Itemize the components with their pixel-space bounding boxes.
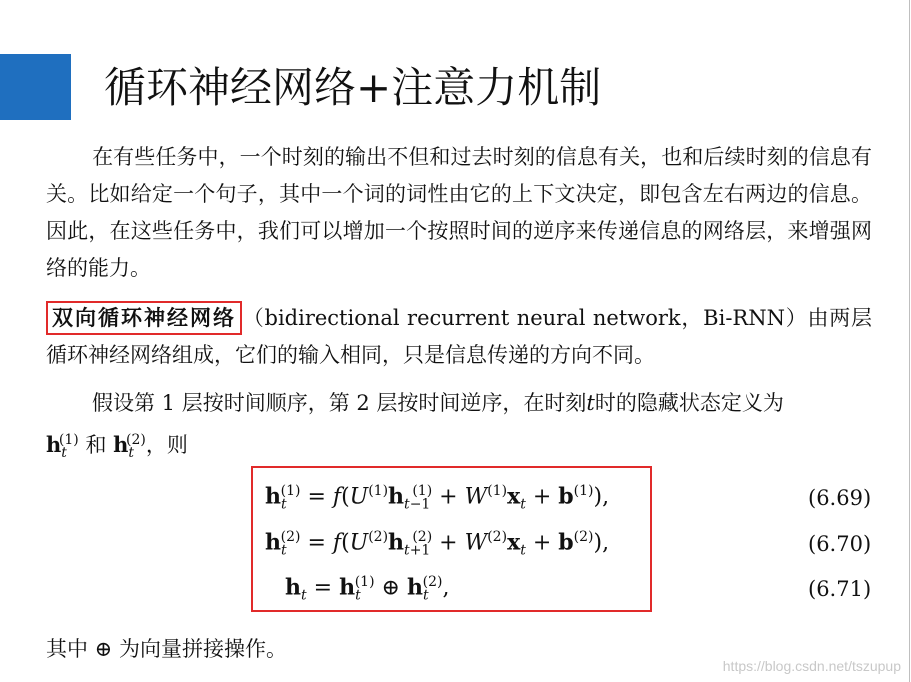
equation-number-6-70: (6.70) — [808, 532, 872, 556]
paragraph-birnn-text: （bidirectional recurrent neural network，Bi-RNN）由两层循环神经网络组成，它们的输入相同，只是信息传递的方向不同。 — [46, 306, 872, 367]
paragraph-intro-text: 在有些任务中，一个时刻的输出不但和过去时刻的信息有关，也和后续时刻的信息有关。比如给定一个句子，其中一个词的词性由它的上下文决定，即包含左右两边的信息。因此，在这些任务中，我们可以增加一个按照时间的逆序来传递信息的网络层，来增强网络的能力。 — [46, 145, 872, 280]
paragraph-birnn — [46, 300, 872, 374]
equation-forward: $h_t^{(1)} = f(U^{(1)}h_{t-1}^{(1)} + W^{(1)}x_t + b^{(1)})$, — [265, 483, 610, 513]
watermark: https://blog.csdn.net/tszupup — [722, 658, 901, 674]
equation-number-6-69: (6.69) — [808, 486, 872, 510]
hidden-state-h2: h — [113, 432, 129, 457]
assumption-text-a: 假设第 1 层按时间顺序，第 2 层按时间逆序，在时刻 — [92, 391, 587, 415]
accent-bar — [0, 54, 71, 120]
assumption-then: ，则 — [145, 433, 188, 457]
time-variable: t — [586, 391, 595, 415]
assumption-and: 和 — [78, 433, 114, 457]
equation-number-6-71: (6.71) — [808, 577, 872, 601]
hidden-state-h1: h — [46, 432, 62, 457]
paragraph-concat-note: 其中 ⊕ 为向量拼接操作。 — [46, 637, 287, 661]
assumption-text-b: 时的隐藏状态定义为 — [594, 391, 784, 415]
right-edge-rule — [909, 0, 910, 682]
paragraph-intro — [46, 139, 872, 287]
equation-backward: $h_t^{(2)} = f(U^{(2)}h_{t+1}^{(2)} + W^{(2)}x_t + b^{(2)})$, — [265, 529, 610, 559]
birnn-term-highlight: 双向循环神经网络 — [46, 301, 242, 335]
paragraph-assumption: 假设第 1 层按时间顺序，第 2 层按时间逆序，在时刻t时的隐藏状态定义为 $h_t^{(1)}$ 和 $h_t^{(2)}$，则 — [46, 391, 784, 462]
equation-concat: $h_t = h_t^{(1)}$ ⊕ $h_t^{(2)}$, — [285, 574, 450, 604]
slide-title: 循环神经网络+注意力机制 — [104, 63, 602, 112]
